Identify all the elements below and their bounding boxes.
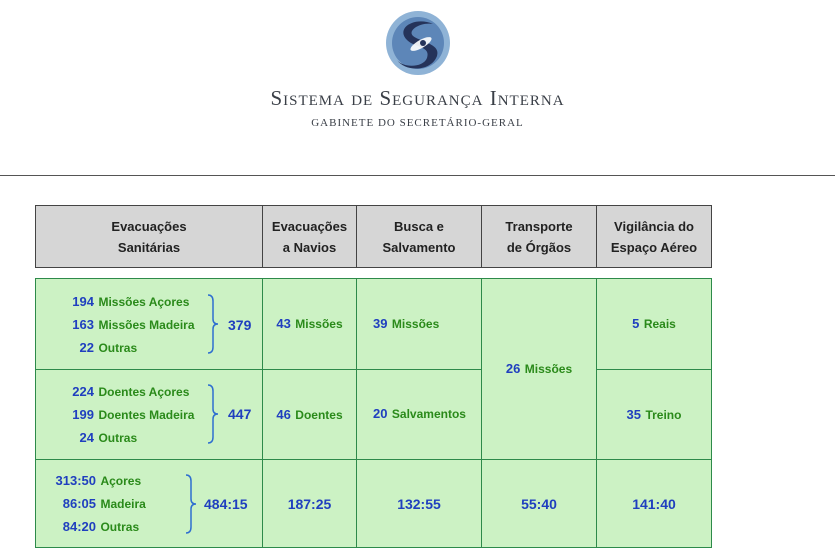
column-header-transporte-orgaos: Transporte de Órgãos [481,205,597,268]
cell-evacuacoes-missoes: 194 Missões Açores 163 Missões Madeira 22 Outras 379 [35,278,263,370]
brace-icon [184,473,198,535]
cell-transporte-missoes: 26 Missões [481,278,597,460]
cell-vigilancia-reais: 5 Reais [596,278,712,370]
cell-evacuacoes-doentes: 224 Doentes Açores 199 Doentes Madeira 24 Outras 447 [35,369,263,460]
cell-evacuacoes-horas: 313:50 Açores 86:05 Madeira 84:20 Outras 484:15 [35,459,263,548]
cell-vigilancia-horas: 141:40 [596,459,712,548]
cell-transporte-horas: 55:40 [481,459,597,548]
cell-busca-salvamentos: 20 Salvamentos [356,369,482,460]
cell-vigilancia-treino: 35 Treino [596,369,712,460]
org-title: Sistema de Segurança Interna [270,86,565,110]
total-evacuacoes-horas: 484:15 [204,496,248,512]
total-evacuacoes-doentes: 447 [228,406,252,422]
column-header-busca-salvamento: Busca e Salvamento [356,205,482,268]
column-header-vigilancia-espaco-aereo: Vigilância do Espaço Aéreo [596,205,712,268]
total-evacuacoes-missoes: 379 [228,317,252,333]
header-divider [0,175,835,176]
cell-navios-horas: 187:25 [262,459,357,548]
org-subtitle: GABINETE DO SECRETÁRIO-GERAL [311,117,524,129]
brace-icon [206,383,220,445]
cell-busca-missoes: 39 Missões [356,278,482,370]
cell-navios-doentes: 46 Doentes [262,369,357,460]
cell-navios-missoes: 43 Missões [262,278,357,370]
logo-emblem [381,10,455,76]
brace-icon [206,293,220,355]
column-header-evacuacoes-navios: Evacuações a Navios [262,205,357,268]
column-header-evacuacoes-sanitarias: Evacuações Sanitárias [35,205,263,268]
cell-busca-horas: 132:55 [356,459,482,548]
